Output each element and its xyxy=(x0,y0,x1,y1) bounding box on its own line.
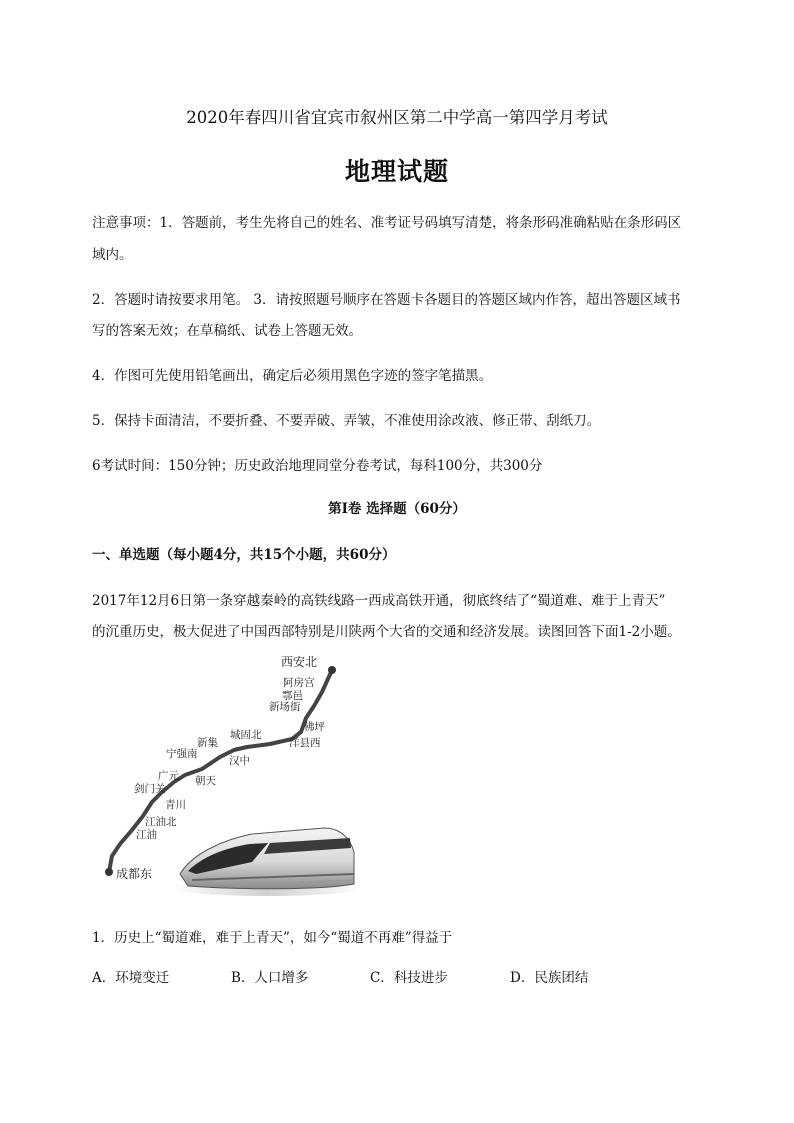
station-jianmenguan: 剑门关 xyxy=(134,783,166,795)
station-huyi: 鄠邑 xyxy=(282,690,303,702)
high-speed-train-image xyxy=(172,828,362,896)
question-1-stem: 1．历史上“蜀道难，难于上青天”，如今“蜀道不再难”得益于 xyxy=(92,930,453,946)
railway-route-map xyxy=(92,652,362,902)
notes-line-5: 6考试时间：150分钟；历史政治地理同堂分卷考试，每科100分，共300分 xyxy=(92,458,543,474)
station-foping: 佛坪 xyxy=(304,721,325,733)
station-chenggu-north: 城固北 xyxy=(230,729,262,741)
station-xinchangjie: 新场街 xyxy=(269,701,301,713)
notes-line-4: 5．保持卡面清洁，不要折叠、不要弄破、弄皱，不准使用涂改液、修正带、刮纸刀。 xyxy=(92,413,601,429)
station-xian-north: 西安北 xyxy=(281,655,318,669)
station-yangxian-west: 洋县西 xyxy=(289,737,321,749)
section-title: 第I卷 选择题（60分） xyxy=(328,501,466,517)
station-guangyuan: 广元 xyxy=(158,770,179,782)
station-jiangyou: 江油 xyxy=(136,829,157,841)
passage-line-2: 的沉重历史，极大促进了中国西部特别是川陕两个大省的交通和经济发展。读图回答下面1-2小题。 xyxy=(92,624,681,640)
station-afanggong: 阿房宫 xyxy=(283,677,315,689)
exam-title: 2020年春四川省宜宾市叙州区第二中学高一第四学月考试 xyxy=(186,108,608,127)
notes-line-1-continued: 域内。 xyxy=(92,247,133,263)
question-1-option-b[interactable]: B．人口增多 xyxy=(231,970,309,986)
part-title: 一、单选题（每小题4分，共15个小题，共60分） xyxy=(92,547,396,563)
station-hanzhong: 汉中 xyxy=(229,755,250,767)
question-1-option-d[interactable]: D．民族团结 xyxy=(510,970,589,986)
station-jiangyou-north: 江油北 xyxy=(145,816,177,828)
notes-line-2-continued: 写的答案无效；在草稿纸、试卷上答题无效。 xyxy=(92,323,362,339)
subject-title: 地理试题 xyxy=(344,157,449,186)
station-ningqiang-south: 宁强南 xyxy=(166,748,198,760)
station-qingchuan: 青川 xyxy=(165,799,186,811)
station-chaotian: 朝天 xyxy=(195,775,216,787)
question-1-option-c[interactable]: C．科技进步 xyxy=(370,970,448,986)
notes-line-1: 注意事项：1．答题前，考生先将自己的姓名、准考证号码填写清楚，将条形码准确粘贴在条形码区 xyxy=(92,215,682,231)
xian-north-dot xyxy=(328,666,336,674)
station-xinji: 新集 xyxy=(197,737,218,749)
station-chengdu-east: 成都东 xyxy=(116,867,153,881)
chengdu-east-dot xyxy=(105,868,113,876)
passage-line-1: 2017年12月6日第一条穿越秦岭的高铁线路一西成高铁开通，彻底终结了“蜀道难、难于上青天” xyxy=(92,593,666,609)
notes-line-2: 2．答题时请按要求用笔。 3．请按照题号顺序在答题卡各题目的答题区域内作答，超出答题区域书 xyxy=(92,292,681,308)
question-1-option-a[interactable]: A．环境变迁 xyxy=(92,970,170,986)
notes-line-3: 4．作图可先使用铅笔画出，确定后必须用黑色字迹的签字笔描黑。 xyxy=(92,368,493,384)
